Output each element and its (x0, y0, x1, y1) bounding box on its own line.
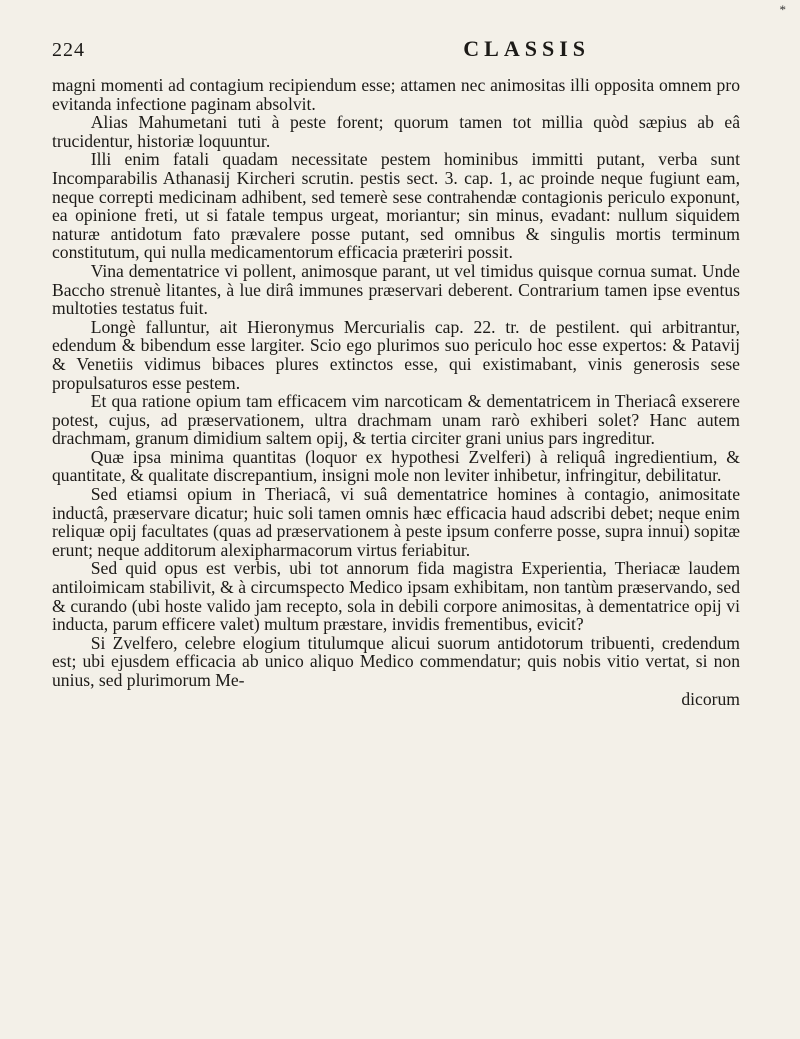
paragraph-3: Illi enim fatali quadam necessitate pestem hominibus immitti putant, verba sunt Incomparabilis Athanasij Kircheri scrutin. pestis sect. 3. cap. 1, ac proinde neque fugiunt eam, neque correpti medicinam adhibent, sed temerè sese contrahendæ contagionis periculo exponunt, ea opinione freti, ut si fatale tempus urgeat, moriantur; sin minus, evadant: nullum siquidem naturæ antidotum fato prævalere posse putant, sed omnibus & singulis mortis terminum constitutum, qui nulla medicamentorum efficacia præteriri possit. (52, 149, 740, 263)
paragraph-8: Sed etiamsi opium in Theriacâ, vi suâ dementatrice homines à contagio, animositate inductâ, præservare dicatur; huic soli tamen omnis hæc efficacia haud adscribi debet; neque enim reliquæ opij facultates (quas ad præservationem à peste ipsum conferre posse, supra innui) sopitæ erunt; neque additorum alexipharmacorum virtus feriabitur. (52, 484, 740, 560)
body-text (52, 76, 740, 690)
page-number: 224 (52, 39, 85, 61)
catchword: dicorum (681, 688, 740, 709)
paragraph-7: Quæ ipsa minima quantitas (loquor ex hypothesi Zvelferi) à reliquâ ingredientium, & quantitate, & qualitate discrepantium, insigni mole non leviter inhibetur, infringitur, debilitatur. (52, 446, 740, 486)
paragraph-10: Si Zvelfero, celebre elogium titulumque alicui suorum antidotorum tribuenti, credendum est; ubi ejusdem efficacia ab unico aliquo Medico commendatur; quis nobis vitio vertat, si non unius, sed plurimorum Me- (52, 632, 740, 690)
corner-mark: * (779, 2, 786, 17)
paragraph-9: Sed quid opus est verbis, ubi tot annorum fida magistra Experientia, Theriacæ laudem antiloimicam stabilivit, & à circumspecto Medico ipsam exhibitam, non tantùm præservando, sed & curando (ubi hoste valido jam recepto, sola in debili corpore animositas, à dementatrice opij vi inducta, parum efficere valet) multum præstare, invidis frementibus, evicit? (52, 558, 740, 635)
paragraph-4: Vina dementatrice vi pollent, animosque parant, ut vel timidus quisque cornua sumat. Unde Baccho strenuè litantes, à lue dirâ immunes præservari deberent. Contrarium tamen ipse eventus multoties testatus fuit. (52, 260, 740, 319)
running-head: CLASSIS (463, 36, 590, 61)
paragraph-1: magni momenti ad contagium recipiendum esse; attamen nec animositas illi opposita omnem pro evitanda infectione paginam absolvit. (52, 75, 740, 114)
paragraph-5: Longè falluntur, ait Hieronymus Mercurialis cap. 22. tr. de pestilent. qui arbitrantur, edendum & bibendum esse largiter. Scio ego plurimos suo periculo hoc esse expertos: & Patavij & Venetiis vidimus bibaces plures extinctos esse, qui existimabant, vinis generosis sese propulsaturos esse pestem. (52, 316, 740, 393)
paragraph-2: Alias Mahumetani tuti à peste forent; quorum tamen tot millia quòd sæpius ab eâ trucidentur, historiæ loquuntur. (52, 112, 740, 151)
page-header (52, 36, 740, 76)
paragraph-6: Et qua ratione opium tam efficacem vim narcoticam & dementatricem in Theriacâ exserere potest, cujus, ad præservationem, ultra drachmam unam rarò exhiberi solet? Hanc autem drachmam, granum dimidium saltem opij, & tertia circiter grani unius pars ingreditur. (52, 391, 740, 449)
